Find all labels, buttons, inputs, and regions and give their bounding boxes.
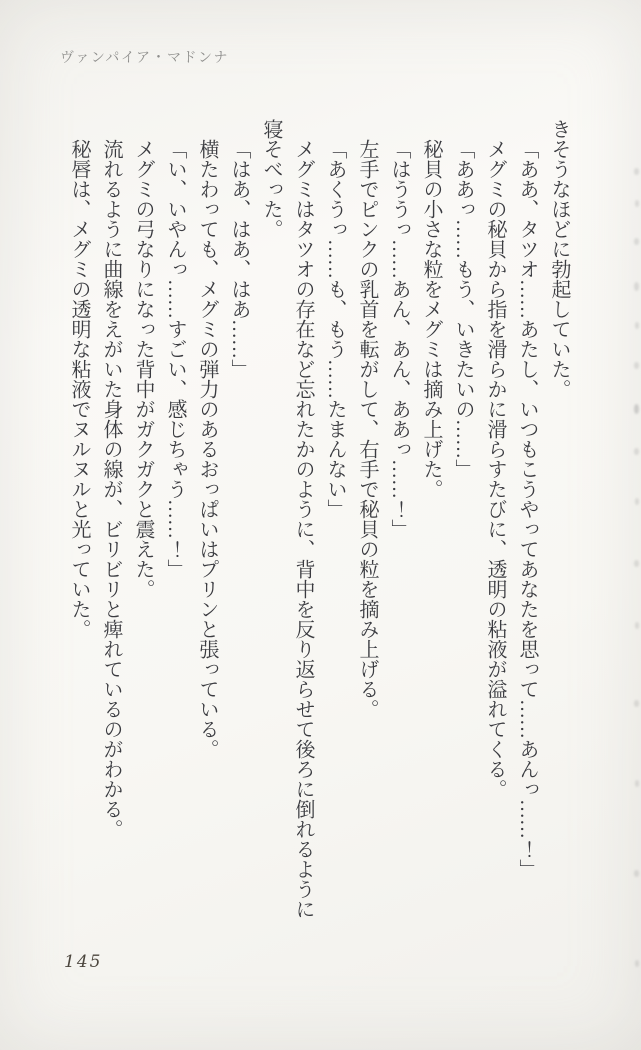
paragraph: 「はあ、はあ、はあ……」 <box>228 139 250 379</box>
paragraph: 左手でピンクの乳首を転がして、右手で秘貝の粒を摘み上げる。 <box>356 139 378 719</box>
paragraph: 「い、いやんっ……すごい、感じちゃう……！」 <box>164 139 186 579</box>
paragraph: 「はううっ……あん、あん、ああっ……！」 <box>388 139 410 539</box>
body-text <box>63 119 575 919</box>
paragraph: 横たわっても、メグミの弾力のあるおっぱいはプリンと張っている。 <box>196 139 218 759</box>
paragraph: 「ああっ……もう、いきたいの……」 <box>452 139 474 479</box>
scan-artifacts <box>627 0 641 1050</box>
paragraph: きそうなほどに勃起していた。 <box>548 119 570 399</box>
paragraph: メグミの秘貝から指を滑らかに滑らすたびに、透明の粘液が溢れてくる。 <box>484 139 506 799</box>
paragraph: 秘唇は、メグミの透明な粘液でヌルヌルと光っていた。 <box>68 139 90 639</box>
paragraph: 「ああ、タツオ……あたし、いつもこうやってあなたを思って……あんっ……！」 <box>516 139 538 879</box>
page-number: 145 <box>64 952 103 972</box>
paragraph: 流れるように曲線をえがいた身体の線が、ビリビリと痺れているのがわかる。 <box>100 139 122 839</box>
paragraph: メグミの弓なりになった背中がガクガクと震えた。 <box>132 139 154 599</box>
paragraph: 秘貝の小さな粒をメグミは摘み上げた。 <box>420 139 442 499</box>
running-header: ヴァンパイア・マドンナ <box>60 49 229 65</box>
paragraph: メグミはタツオの存在など忘れたかのように、背中を反り返らせて後ろに倒れるように寝そべった。 <box>260 119 314 919</box>
paragraph: 「あくうっ……も、もう……たまんない」 <box>324 139 346 519</box>
